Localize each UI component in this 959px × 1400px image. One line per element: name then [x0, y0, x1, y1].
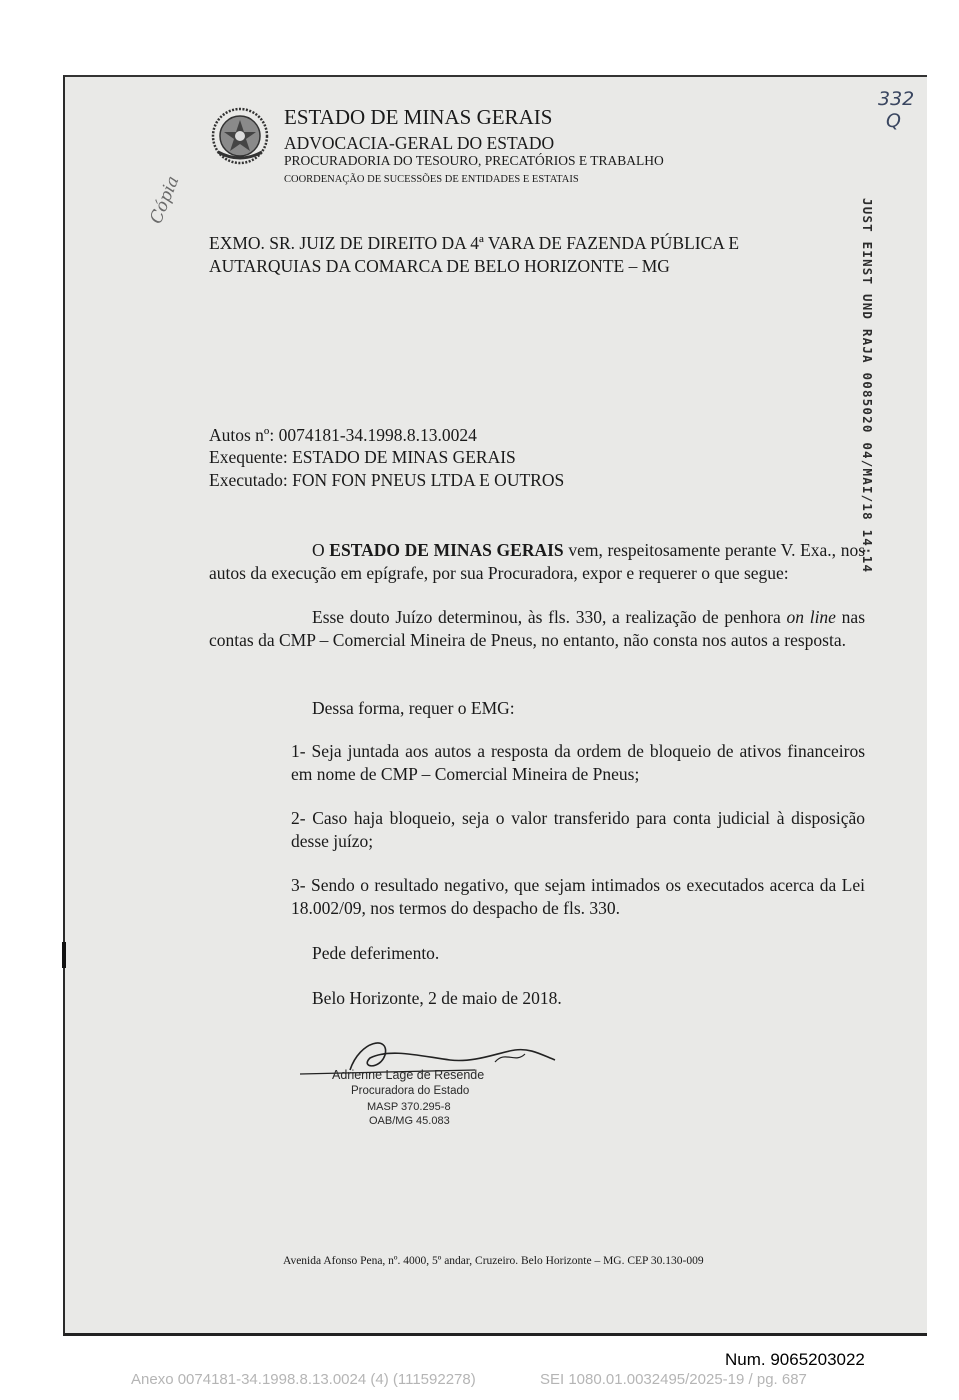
- signature-name: Adrienne Lage de Resende: [332, 1068, 485, 1082]
- addressee-line-1: EXMO. SR. JUIZ DE DIREITO DA 4ª VARA DE FAZENDA PÚBLICA E: [209, 233, 740, 253]
- signature-masp: MASP 370.295-8: [367, 1101, 451, 1113]
- signature-oab: OAB/MG 45.083: [369, 1115, 450, 1127]
- coat-of-arms-icon: [210, 106, 270, 166]
- closing: Pede deferimento.: [312, 943, 440, 963]
- header-state: ESTADO DE MINAS GERAIS: [284, 105, 553, 129]
- case-exequente: Exequente: ESTADO DE MINAS GERAIS: [209, 447, 516, 467]
- scan-edge-mark: [62, 942, 66, 968]
- signature-block: [300, 1030, 560, 1135]
- footer-address: Avenida Afonso Pena, nº. 4000, 5º andar, Cruzeiro. Belo Horizonte – MG. CEP 30.130-009: [283, 1255, 704, 1267]
- signature-title: Procuradora do Estado: [351, 1085, 470, 1097]
- p2-italic: on line: [786, 607, 836, 627]
- handwritten-page-number: [878, 88, 914, 132]
- request-intro: Dessa forma, requer o EMG:: [312, 698, 515, 718]
- case-autos: Autos nº: 0074181-34.1998.8.13.0024: [209, 425, 477, 445]
- request-item-3: 3- Sendo o resultado negativo, que sejam intimados os executados acerca da Lei 18.002/09, nos termos do despacho de fls. 330.: [291, 875, 865, 918]
- p2-after: nas contas da CMP – Comercial Mineira de Pneus, no entanto, não consta nos autos a resposta.: [209, 607, 865, 650]
- header-office: PROCURADORIA DO TESOURO, PRECATÓRIOS E TRABALHO: [284, 153, 664, 168]
- header-agency: ADVOCACIA-GERAL DO ESTADO: [284, 133, 555, 153]
- handwritten-initial: Q: [886, 110, 901, 132]
- penhora-paragraph: [209, 606, 865, 651]
- intro-prefix: O: [312, 540, 330, 560]
- intro-bold: ESTADO DE MINAS GERAIS: [329, 540, 564, 560]
- p2-before: Esse douto Juízo determinou, às fls. 330, a realização de penhora: [312, 607, 787, 627]
- copy-mark: Cópia: [146, 173, 184, 227]
- addressee-line-2: AUTARQUIAS DA COMARCA DE BELO HORIZONTE – MG: [209, 256, 670, 276]
- protocol-stamp: JUST EINST UND RAJA 0085020 04/MAI/18 14:14: [860, 198, 875, 574]
- case-executado: Executado: FON FON PNEUS LTDA E OUTROS: [209, 470, 565, 490]
- intro-paragraph: [209, 539, 865, 584]
- annex-reference: Anexo 0074181-34.1998.8.13.0024 (4) (111592278): [131, 1371, 476, 1388]
- document-number: Num. 9065203022: [725, 1350, 865, 1369]
- date-line: Belo Horizonte, 2 de maio de 2018.: [312, 988, 562, 1008]
- intro-rest: vem, respeitosamente perante V. Exa., nos autos da execução em epígrafe, por sua Procuradora, expor e requerer o que segue:: [209, 540, 866, 583]
- request-item-2: 2- Caso haja bloqueio, seja o valor transferido para conta judicial à disposição desse juízo;: [291, 808, 865, 851]
- handwritten-page-number-value: 332: [878, 88, 915, 110]
- request-item-1: 1- Seja juntada aos autos a resposta da ordem de bloqueio de ativos financeiros em nome de CMP – Comercial Mineira de Pneus;: [291, 741, 865, 784]
- sei-reference: SEI 1080.01.0032495/2025-19 / pg. 687: [540, 1371, 807, 1388]
- header-division: COORDENAÇÃO DE SUCESSÕES DE ENTIDADES E ESTATAIS: [284, 174, 579, 185]
